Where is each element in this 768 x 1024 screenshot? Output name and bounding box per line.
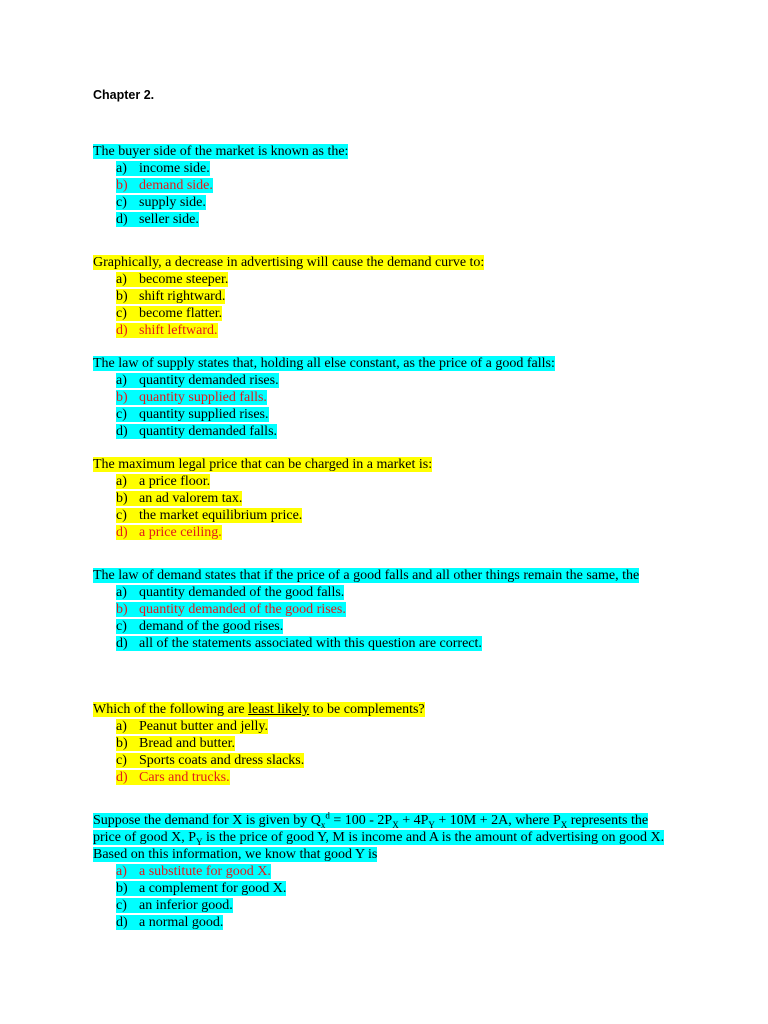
question-stem: The maximum legal price that can be charged in a market is: [93, 457, 433, 472]
question-stem: The buyer side of the market is known as the: [93, 144, 349, 159]
option-a: a) quantity demanded of the good falls. [116, 585, 345, 600]
option-a: a) a price floor. [116, 474, 211, 489]
option-c: c) Sports coats and dress slacks. [116, 753, 305, 768]
question-3 [93, 355, 675, 440]
option-d: d) a normal good. [116, 915, 224, 930]
option-a: a) income side. [116, 161, 210, 176]
option-a: a) quantity demanded rises. [116, 373, 279, 388]
question-6 [93, 701, 675, 786]
option-b-answer: b) quantity supplied falls. [116, 390, 267, 405]
question-5 [93, 567, 675, 652]
option-d: d) seller side. [116, 212, 199, 227]
option-a: a) Peanut butter and jelly. [116, 719, 268, 734]
question-4 [93, 456, 675, 541]
option-c: c) the market equilibrium price. [116, 508, 303, 523]
option-d: d) quantity demanded falls. [116, 424, 278, 439]
option-d-answer: d) a price ceiling. [116, 525, 222, 540]
option-d-answer: d) shift leftward. [116, 323, 218, 338]
option-d: d) all of the statements associated with this question are correct. [116, 636, 482, 651]
option-c: c) quantity supplied rises. [116, 407, 269, 422]
option-c: c) demand of the good rises. [116, 619, 284, 634]
option-b-answer: b) demand side. [116, 178, 213, 193]
option-b: b) a complement for good X. [116, 881, 287, 896]
option-b-answer: b) quantity demanded of the good rises. [116, 602, 346, 617]
question-stem: Which of the following are least likely to be complements? [93, 702, 425, 717]
underlined-phrase: least likely [248, 702, 310, 717]
option-d-answer: d) Cars and trucks. [116, 770, 230, 785]
option-c: c) an inferior good. [116, 898, 233, 913]
question-stem: Suppose the demand for X is given by $Q_x^d = 100 - 2P_X + 4P_Y + 10M + 2A$, where $P_X$ represents the price of good X, $P_Y$ is the price of good Y, M is income and A is the amount of advertising on good X. Based on this information, we know that good Y is [93, 810, 665, 862]
question-stem: Graphically, a decrease in advertising will cause the demand curve to: [93, 255, 485, 270]
question-stem: The law of demand states that if the price of a good falls and all other things remain the same, the [93, 568, 640, 583]
option-a-answer: a) a substitute for good X. [116, 864, 271, 879]
question-7 [93, 812, 675, 931]
option-b: b) shift rightward. [116, 289, 226, 304]
option-b: b) an ad valorem tax. [116, 491, 243, 506]
question-2 [93, 254, 675, 339]
option-c: c) supply side. [116, 195, 206, 210]
chapter-heading: Chapter 2. [93, 88, 155, 102]
option-a: a) become steeper. [116, 272, 229, 287]
option-c: c) become flatter. [116, 306, 223, 321]
question-1 [93, 143, 675, 228]
question-stem: The law of supply states that, holding all else constant, as the price of a good falls: [93, 356, 555, 371]
option-b: b) Bread and butter. [116, 736, 236, 751]
